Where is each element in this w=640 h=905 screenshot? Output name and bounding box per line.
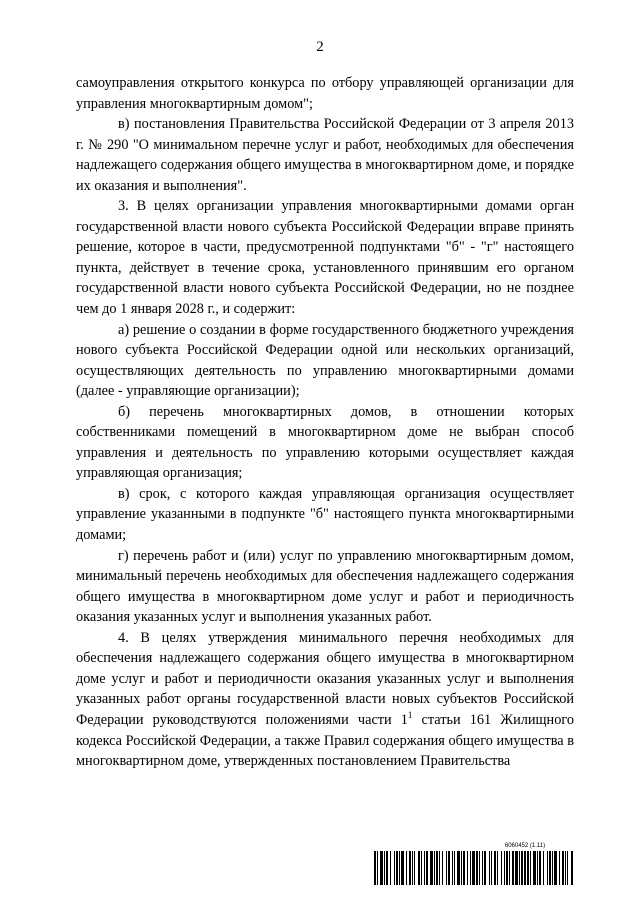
superscript-index: 1 (407, 709, 413, 720)
paragraph-subitem-v: в) срок, с которого каждая управляющая организация осуществляет управление указанными в подпункте "б" настоящего пункта многоквартирными домами; (76, 485, 574, 544)
paragraph-clause-3: 3. В целях организации управления многоквартирными домами орган государственной власти нового субъекта Российской Федерации вправе принять решение, которое в части, предусмотренной подпунктами "б" - "г" настоящего пункта, действует в течение срока, установленного принявшим его органом государственной власти нового субъекта Российской Федерации, но не позднее чем до 1 января 2028 г., и содержит: (76, 198, 574, 318)
paragraph-subitem-g: г) перечень работ и (или) услуг по управлению многоквартирным домом, минимальный перечень необходимых для обеспечения надлежащего содержания общего имущества в многоквартирном доме услуг и работ и периодичность оказания указанных услуг и выполнения указанных работ. (76, 547, 574, 626)
paragraph-subitem-a: а) решение о создании в форме государственного бюджетного учреждения нового субъекта Российской Федерации одной или нескольких организаций, осуществляющих деятельность по управлению многоквартирными домами (далее - управляющие организации); (76, 321, 574, 400)
document-body (76, 73, 574, 772)
paragraph-subitem-b: б) перечень многоквартирных домов, в отношении которых собственниками помещений в многоквартирном доме не выбран способ управления и деятельность по управлению которыми осуществляет каждая управляющая организация; (76, 403, 574, 482)
paragraph-continuation: самоуправления открытого конкурса по отбору управляющей организации для управления многоквартирным домом"; (76, 75, 574, 112)
clause-4-text-end: статьи 161 Жилищного кодекса Российской Федерации, а также Правил содержания общего имущества в многоквартирном доме, утвержденных постановлением Правительства (76, 711, 574, 770)
barcode-icon (374, 851, 574, 885)
clause-4-text-start: 4. В целях утверждения минимального перечня необходимых для обеспечения надлежащего содержания общего имущества в многоквартирном доме услуг и работ и периодичности оказания указанных услуг и выполнения указанных работ органы государственной власти новых субъектов Российской Федерации руководствуются положениями части 1 (76, 629, 574, 728)
paragraph-item-v: в) постановления Правительства Российской Федерации от 3 апреля 2013 г. № 290 "О минимальном перечне услуг и работ, необходимых для обеспечения надлежащего содержания общего имущества в многоквартирном доме, и порядке их оказания и выполнения". (76, 116, 574, 194)
document-code: 6060452 (1.11) (504, 843, 546, 849)
barcode-space (573, 851, 574, 885)
page-number: 2 (316, 39, 324, 55)
paragraph-clause-4 (76, 628, 574, 772)
